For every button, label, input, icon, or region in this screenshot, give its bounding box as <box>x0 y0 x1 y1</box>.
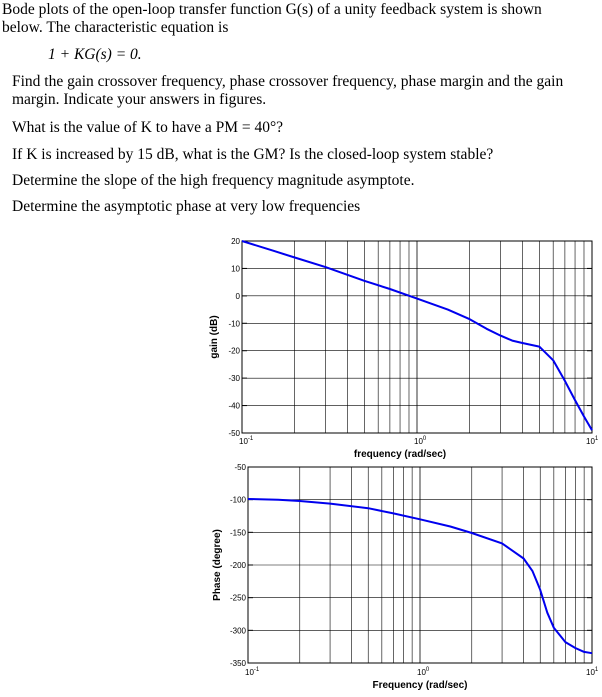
phase-xtick-label: $10^0$ <box>417 667 430 677</box>
magnitude-ytick-label: -20 <box>228 346 240 356</box>
magnitude-xtick-label: $10^{-1}$ <box>239 436 254 446</box>
magnitude-ytick-label: -50 <box>228 429 240 438</box>
magnitude-ytick-label: 20 <box>231 237 240 246</box>
magnitude-xlabel: frequency (rad/sec) <box>353 449 447 460</box>
magnitude-ytick-label: 10 <box>231 264 240 274</box>
magnitude-ylabel: gain (dB) <box>209 315 220 359</box>
magnitude-ytick-label: -30 <box>228 374 240 384</box>
magnitude-ytick-label: -10 <box>228 319 240 329</box>
phase-xtick-label: $10^1$ <box>586 667 599 677</box>
intro-text-1: Bode plots of the open-loop transfer function G(s) of a unity feedback system is shown <box>2 1 542 18</box>
magnitude-xtick-label: $10^1$ <box>586 436 599 446</box>
phase-ytick-label: -300 <box>229 626 246 636</box>
phase-ytick-label: -200 <box>229 561 246 570</box>
question-1-text-1: Find the gain crossover frequency, phase crossover frequency, phase margin and the gain <box>12 73 564 90</box>
magnitude-xtick-label: $10^0$ <box>414 436 427 446</box>
question-3-text: If K is increased by 15 dB, what is the GM? Is the closed-loop system stable? <box>12 146 494 163</box>
phase-ytick-label: -50 <box>234 463 246 472</box>
magnitude-ytick-label: -40 <box>228 401 240 411</box>
phase-xlabel: Frequency (rad/sec) <box>372 680 468 691</box>
magnitude-ytick-label: 0 <box>235 291 240 301</box>
phase-ytick-label: -150 <box>229 528 246 538</box>
equation-text: 1 + KG(s) = 0. <box>48 46 142 63</box>
phase-ytick-label: -100 <box>229 495 246 505</box>
magnitude-chart <box>209 237 599 460</box>
phase-ylabel: Phase (degree) <box>212 529 223 601</box>
question-4-text: Determine the slope of the high frequency magnitude asymptote. <box>12 172 415 189</box>
phase-chart <box>212 463 599 691</box>
phase-xtick-label: $10^{-1}$ <box>245 667 260 677</box>
question-2-text: What is the value of K to have a PM = 40°? <box>12 119 284 136</box>
phase-ytick-label: -350 <box>229 659 246 668</box>
phase-ytick-label: -250 <box>229 593 246 603</box>
intro-text-2: below. The characteristic equation is <box>2 19 229 36</box>
question-5-text: Determine the asymptotic phase at very low frequencies <box>12 198 361 215</box>
question-1-text-2: margin. Indicate your answers in figures. <box>12 91 267 108</box>
